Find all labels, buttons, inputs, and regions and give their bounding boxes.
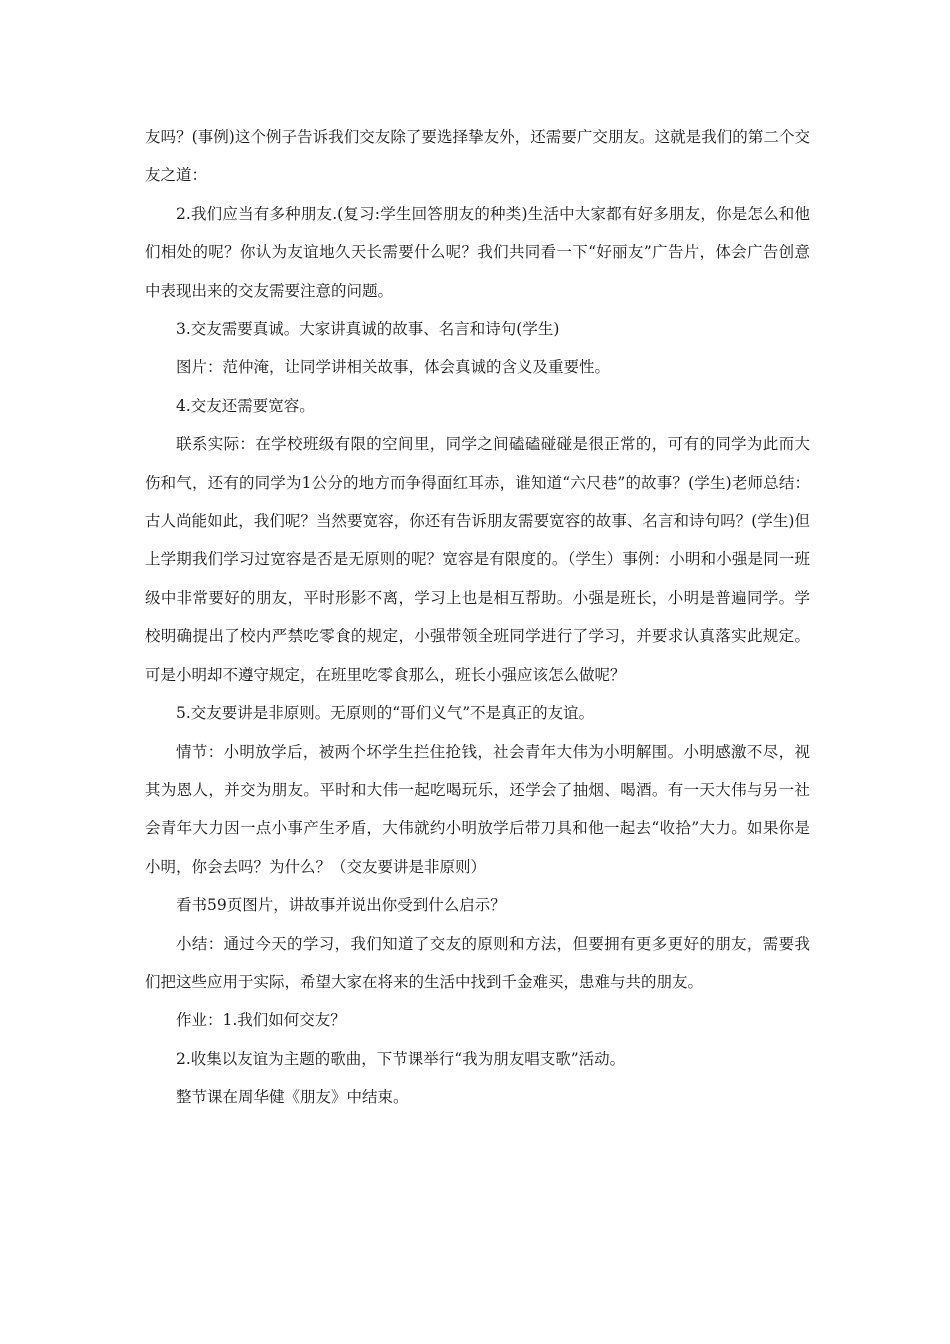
paragraph-homework-1: 作业：1.我们如何交友？ bbox=[176, 1011, 346, 1030]
paragraph-picture-note: 图片：范仲淹，让同学讲相关故事，体会真诚的含义及重要性。 bbox=[176, 358, 611, 377]
paragraph-closing: 整节课在周华健《朋友》中结束。 bbox=[176, 1088, 409, 1107]
paragraph-story: 情节：小明放学后，被两个坏学生拦住抢钱，社会青年大伟为小明解围。小明感激不尽，视其为恩人，并交为朋友。平时和大伟一起吃喝玩乐，还学会了抽烟、喝酒。有一天大伟与另一社会青年大力因一点小事产生矛盾，大伟就约小明放学后带刀具和他一起去“收拾”大力。如果你是小明，你会去吗？为什么？（交友要讲是非原则） bbox=[145, 742, 810, 876]
paragraph-point-2: 2.我们应当有多种朋友.(复习:学生回答朋友的种类)生活中大家都有好多朋友，你是怎么和他们相处的呢？你认为友谊地久天长需要什么呢？我们共同看一下“好丽友”广告片，体会广告创意中表现出来的交友需要注意的问题。 bbox=[145, 204, 810, 300]
paragraph-homework-2: 2.收集以友谊为主题的歌曲，下节课举行“我为朋友唱支歌”活动。 bbox=[176, 1049, 626, 1068]
paragraph-point-3: 3.交友需要真诚。大家讲真诚的故事、名言和诗句(学生) bbox=[176, 320, 560, 339]
document-body bbox=[145, 118, 810, 1117]
paragraph-point-4: 4.交友还需要宽容。 bbox=[176, 396, 315, 415]
paragraph-continuation: 友吗？(事例)这个例子告诉我们交友除了要选择挚友外，还需要广交朋友。这就是我们的第二个交友之道： bbox=[145, 128, 810, 185]
paragraph-real-life: 联系实际：在学校班级有限的空间里，同学之间磕磕碰碰是很正常的，可有的同学为此而大伤和气，还有的同学为1公分的地方而争得面红耳赤，谁知道“六尺巷”的故事？(学生)老师总结：古人尚能如此，我们呢？当然要宽容，你还有告诉朋友需要宽容的故事、名言和诗句吗？(学生)但上学期我们学习过宽容是否是无原则的呢？宽容是有限度的。（学生）事例：小明和小强是同一班级中非常要好的朋友，平时形影不离，学习上也是相互帮助。小强是班长，小明是普遍同学。学校明确提出了校内严禁吃零食的规定，小强带领全班同学进行了学习，并要求认真落实此规定。可是小明却不遵守规定，在班里吃零食那么，班长小强应该怎么做呢？ bbox=[145, 435, 810, 684]
paragraph-summary: 小结：通过今天的学习，我们知道了交友的原则和方法，但要拥有更多更好的朋友，需要我们把这些应用于实际，希望大家在将来的生活中找到千金难买，患难与共的朋友。 bbox=[145, 934, 810, 991]
paragraph-point-5: 5.交友要讲是非原则。无原则的“哥们义气”不是真正的友谊。 bbox=[176, 704, 595, 723]
paragraph-book-pictures: 看书59页图片，讲故事并说出你受到什么启示？ bbox=[176, 896, 506, 915]
